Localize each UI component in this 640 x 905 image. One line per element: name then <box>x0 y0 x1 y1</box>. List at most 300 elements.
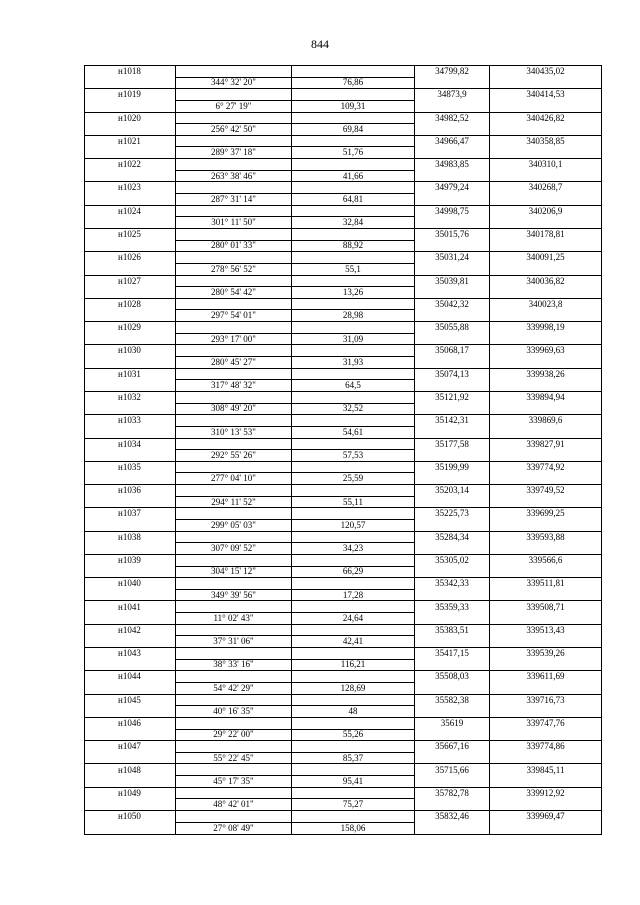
segment-row <box>85 752 602 764</box>
point-row <box>85 252 602 264</box>
empty-cell <box>85 333 176 345</box>
empty-cell <box>85 450 176 462</box>
y-coordinate: 339869,6 <box>490 415 602 427</box>
empty-cell <box>292 811 415 823</box>
empty-cell <box>490 822 602 834</box>
segment-length: 31,93 <box>292 357 415 369</box>
empty-cell <box>490 613 602 625</box>
segment-length: 48 <box>292 706 415 718</box>
empty-cell <box>176 485 292 497</box>
page-number: 844 <box>311 37 329 51</box>
empty-cell <box>490 776 602 788</box>
segment-length: 120,57 <box>292 519 415 531</box>
empty-cell <box>490 217 602 229</box>
point-name: н1045 <box>85 694 176 706</box>
point-name: н1039 <box>85 554 176 566</box>
point-row <box>85 508 602 520</box>
empty-cell <box>85 147 176 159</box>
y-coordinate: 339593,88 <box>490 531 602 543</box>
direction-angle: 289° 37' 18" <box>176 147 292 159</box>
empty-cell <box>415 310 490 322</box>
empty-cell <box>490 333 602 345</box>
empty-cell <box>490 240 602 252</box>
segment-length: 76,86 <box>292 77 415 89</box>
empty-cell <box>85 729 176 741</box>
empty-cell <box>85 124 176 136</box>
empty-cell <box>292 578 415 590</box>
point-name: н1031 <box>85 368 176 380</box>
point-row <box>85 694 602 706</box>
segment-row <box>85 450 602 462</box>
empty-cell <box>415 752 490 764</box>
point-name: н1024 <box>85 205 176 217</box>
segment-row <box>85 543 602 555</box>
empty-cell <box>415 287 490 299</box>
point-name: н1036 <box>85 485 176 497</box>
empty-cell <box>85 543 176 555</box>
segment-row <box>85 124 602 136</box>
segment-length: 54,61 <box>292 426 415 438</box>
empty-cell <box>415 217 490 229</box>
segment-length: 51,76 <box>292 147 415 159</box>
empty-cell <box>490 543 602 555</box>
y-coordinate: 340091,25 <box>490 252 602 264</box>
direction-angle: 344° 32' 20" <box>176 77 292 89</box>
segment-length: 28,98 <box>292 310 415 322</box>
empty-cell <box>490 659 602 671</box>
direction-angle: 40° 16' 35" <box>176 706 292 718</box>
point-row <box>85 298 602 310</box>
empty-cell <box>176 182 292 194</box>
coordinates-table-body <box>85 66 602 835</box>
y-coordinate: 340426,82 <box>490 112 602 124</box>
empty-cell <box>85 357 176 369</box>
empty-cell <box>85 799 176 811</box>
point-row <box>85 159 602 171</box>
empty-cell <box>490 566 602 578</box>
point-name: н1018 <box>85 66 176 78</box>
x-coordinate: 35383,51 <box>415 624 490 636</box>
segment-length: 32,84 <box>292 217 415 229</box>
empty-cell <box>176 764 292 776</box>
x-coordinate: 34966,47 <box>415 135 490 147</box>
point-name: н1026 <box>85 252 176 264</box>
segment-length: 95,41 <box>292 776 415 788</box>
point-row <box>85 578 602 590</box>
empty-cell <box>292 554 415 566</box>
direction-angle: 256° 42' 50" <box>176 124 292 136</box>
empty-cell <box>292 717 415 729</box>
empty-cell <box>85 566 176 578</box>
empty-cell <box>415 496 490 508</box>
y-coordinate: 339998,19 <box>490 322 602 334</box>
point-row <box>85 438 602 450</box>
point-row <box>85 66 602 78</box>
y-coordinate: 339912,92 <box>490 787 602 799</box>
segment-row <box>85 776 602 788</box>
empty-cell <box>292 601 415 613</box>
y-coordinate: 339539,26 <box>490 648 602 660</box>
empty-cell <box>176 508 292 520</box>
empty-cell <box>176 205 292 217</box>
point-name: н1050 <box>85 811 176 823</box>
empty-cell <box>85 752 176 764</box>
empty-cell <box>490 263 602 275</box>
empty-cell <box>415 263 490 275</box>
y-coordinate: 339699,25 <box>490 508 602 520</box>
direction-angle: 277° 04' 10" <box>176 473 292 485</box>
segment-length: 85,37 <box>292 752 415 764</box>
direction-angle: 293° 17' 00" <box>176 333 292 345</box>
x-coordinate: 35039,81 <box>415 275 490 287</box>
empty-cell <box>415 613 490 625</box>
direction-angle: 310° 13' 53" <box>176 426 292 438</box>
segment-row <box>85 519 602 531</box>
direction-angle: 27° 08' 49" <box>176 822 292 834</box>
empty-cell <box>292 368 415 380</box>
empty-cell <box>292 787 415 799</box>
segment-length: 69,84 <box>292 124 415 136</box>
empty-cell <box>85 287 176 299</box>
segment-length: 57,53 <box>292 450 415 462</box>
point-name: н1048 <box>85 764 176 776</box>
coordinates-table <box>84 65 602 835</box>
direction-angle: 297° 54' 01" <box>176 310 292 322</box>
point-row <box>85 135 602 147</box>
segment-row <box>85 380 602 392</box>
empty-cell <box>176 275 292 287</box>
y-coordinate: 340414,53 <box>490 89 602 101</box>
empty-cell <box>490 426 602 438</box>
empty-cell <box>292 159 415 171</box>
direction-angle: 287° 31' 14" <box>176 194 292 206</box>
segment-row <box>85 287 602 299</box>
point-row <box>85 182 602 194</box>
direction-angle: 349° 39' 56" <box>176 589 292 601</box>
empty-cell <box>176 671 292 683</box>
empty-cell <box>415 729 490 741</box>
direction-angle: 292° 55' 26" <box>176 450 292 462</box>
direction-angle: 45° 17' 35" <box>176 776 292 788</box>
empty-cell <box>415 682 490 694</box>
direction-angle: 48° 42' 01" <box>176 799 292 811</box>
empty-cell <box>176 89 292 101</box>
segment-row <box>85 496 602 508</box>
segment-row <box>85 194 602 206</box>
direction-angle: 38° 33' 16" <box>176 659 292 671</box>
point-row <box>85 112 602 124</box>
x-coordinate: 35042,32 <box>415 298 490 310</box>
point-name: н1021 <box>85 135 176 147</box>
empty-cell <box>85 706 176 718</box>
empty-cell <box>415 822 490 834</box>
direction-angle: 301° 11' 50" <box>176 217 292 229</box>
segment-row <box>85 566 602 578</box>
empty-cell <box>85 77 176 89</box>
y-coordinate: 340178,81 <box>490 228 602 240</box>
x-coordinate: 35417,15 <box>415 648 490 660</box>
point-name: н1040 <box>85 578 176 590</box>
empty-cell <box>176 787 292 799</box>
x-coordinate: 35619 <box>415 717 490 729</box>
y-coordinate: 339566,6 <box>490 554 602 566</box>
segment-row <box>85 729 602 741</box>
x-coordinate: 34998,75 <box>415 205 490 217</box>
point-name: н1034 <box>85 438 176 450</box>
empty-cell <box>85 100 176 112</box>
segment-row <box>85 357 602 369</box>
empty-cell <box>292 298 415 310</box>
empty-cell <box>415 473 490 485</box>
direction-angle: 6° 27' 19" <box>176 100 292 112</box>
empty-cell <box>490 636 602 648</box>
empty-cell <box>85 822 176 834</box>
empty-cell <box>176 624 292 636</box>
empty-cell <box>176 601 292 613</box>
x-coordinate: 35359,33 <box>415 601 490 613</box>
segment-row <box>85 147 602 159</box>
empty-cell <box>292 135 415 147</box>
empty-cell <box>490 380 602 392</box>
empty-cell <box>292 461 415 473</box>
empty-cell <box>490 147 602 159</box>
empty-cell <box>85 403 176 415</box>
y-coordinate: 340206,9 <box>490 205 602 217</box>
empty-cell <box>490 752 602 764</box>
empty-cell <box>176 531 292 543</box>
empty-cell <box>415 450 490 462</box>
empty-cell <box>292 391 415 403</box>
x-coordinate: 35305,02 <box>415 554 490 566</box>
empty-cell <box>415 170 490 182</box>
empty-cell <box>176 578 292 590</box>
segment-row <box>85 473 602 485</box>
direction-angle: 278° 56' 52" <box>176 263 292 275</box>
direction-angle: 280° 45' 27" <box>176 357 292 369</box>
empty-cell <box>176 322 292 334</box>
empty-cell <box>292 112 415 124</box>
segment-length: 31,09 <box>292 333 415 345</box>
point-name: н1043 <box>85 648 176 660</box>
point-name: н1020 <box>85 112 176 124</box>
y-coordinate: 339969,63 <box>490 345 602 357</box>
empty-cell <box>490 403 602 415</box>
segment-length: 128,69 <box>292 682 415 694</box>
segment-row <box>85 636 602 648</box>
empty-cell <box>85 194 176 206</box>
x-coordinate: 35225,73 <box>415 508 490 520</box>
direction-angle: 304° 15' 12" <box>176 566 292 578</box>
empty-cell <box>85 263 176 275</box>
point-row <box>85 461 602 473</box>
x-coordinate: 34979,24 <box>415 182 490 194</box>
empty-cell <box>490 194 602 206</box>
empty-cell <box>415 799 490 811</box>
empty-cell <box>415 403 490 415</box>
direction-angle: 317° 48' 32" <box>176 380 292 392</box>
y-coordinate: 339938,26 <box>490 368 602 380</box>
point-row <box>85 554 602 566</box>
empty-cell <box>415 124 490 136</box>
direction-angle: 54° 42' 29" <box>176 682 292 694</box>
point-row <box>85 624 602 636</box>
x-coordinate: 35782,78 <box>415 787 490 799</box>
segment-length: 116,21 <box>292 659 415 671</box>
segment-row <box>85 333 602 345</box>
empty-cell <box>415 566 490 578</box>
segment-row <box>85 659 602 671</box>
point-name: н1046 <box>85 717 176 729</box>
empty-cell <box>176 159 292 171</box>
segment-row <box>85 77 602 89</box>
empty-cell <box>415 77 490 89</box>
y-coordinate: 340310,1 <box>490 159 602 171</box>
segment-row <box>85 240 602 252</box>
segment-length: 32,52 <box>292 403 415 415</box>
empty-cell <box>490 310 602 322</box>
x-coordinate: 35031,24 <box>415 252 490 264</box>
empty-cell <box>292 624 415 636</box>
empty-cell <box>292 531 415 543</box>
empty-cell <box>292 648 415 660</box>
point-name: н1023 <box>85 182 176 194</box>
empty-cell <box>85 426 176 438</box>
empty-cell <box>490 799 602 811</box>
empty-cell <box>490 170 602 182</box>
empty-cell <box>292 228 415 240</box>
empty-cell <box>292 322 415 334</box>
x-coordinate: 35667,16 <box>415 741 490 753</box>
direction-angle: 11° 02' 43" <box>176 613 292 625</box>
empty-cell <box>490 519 602 531</box>
point-name: н1033 <box>85 415 176 427</box>
empty-cell <box>415 659 490 671</box>
y-coordinate: 339969,47 <box>490 811 602 823</box>
empty-cell <box>292 694 415 706</box>
direction-angle: 280° 01' 33" <box>176 240 292 252</box>
x-coordinate: 35199,99 <box>415 461 490 473</box>
empty-cell <box>490 287 602 299</box>
x-coordinate: 35074,13 <box>415 368 490 380</box>
x-coordinate: 35203,14 <box>415 485 490 497</box>
direction-angle: 55° 22' 45" <box>176 752 292 764</box>
empty-cell <box>292 66 415 78</box>
empty-cell <box>292 764 415 776</box>
segment-length: 158,06 <box>292 822 415 834</box>
empty-cell <box>292 741 415 753</box>
x-coordinate: 35055,88 <box>415 322 490 334</box>
empty-cell <box>490 77 602 89</box>
empty-cell <box>176 345 292 357</box>
empty-cell <box>85 613 176 625</box>
direction-angle: 307° 09' 52" <box>176 543 292 555</box>
segment-row <box>85 263 602 275</box>
segment-row <box>85 217 602 229</box>
empty-cell <box>85 496 176 508</box>
x-coordinate: 35832,46 <box>415 811 490 823</box>
direction-angle: 299° 05' 03" <box>176 519 292 531</box>
segment-length: 66,29 <box>292 566 415 578</box>
empty-cell <box>415 357 490 369</box>
empty-cell <box>292 671 415 683</box>
empty-cell <box>176 694 292 706</box>
x-coordinate: 34983,85 <box>415 159 490 171</box>
empty-cell <box>415 380 490 392</box>
empty-cell <box>415 543 490 555</box>
empty-cell <box>176 717 292 729</box>
empty-cell <box>292 508 415 520</box>
empty-cell <box>85 682 176 694</box>
point-row <box>85 648 602 660</box>
y-coordinate: 339827,91 <box>490 438 602 450</box>
segment-row <box>85 682 602 694</box>
empty-cell <box>415 589 490 601</box>
empty-cell <box>176 112 292 124</box>
segment-length: 64,5 <box>292 380 415 392</box>
y-coordinate: 339845,11 <box>490 764 602 776</box>
x-coordinate: 34799,82 <box>415 66 490 78</box>
empty-cell <box>490 473 602 485</box>
direction-angle: 37° 31' 06" <box>176 636 292 648</box>
empty-cell <box>415 706 490 718</box>
x-coordinate: 34982,52 <box>415 112 490 124</box>
segment-length: 24,64 <box>292 613 415 625</box>
y-coordinate: 339894,94 <box>490 391 602 403</box>
empty-cell <box>292 275 415 287</box>
empty-cell <box>176 135 292 147</box>
point-name: н1027 <box>85 275 176 287</box>
empty-cell <box>176 368 292 380</box>
point-row <box>85 764 602 776</box>
point-name: н1019 <box>85 89 176 101</box>
point-row <box>85 205 602 217</box>
x-coordinate: 35015,76 <box>415 228 490 240</box>
point-row <box>85 601 602 613</box>
y-coordinate: 339716,73 <box>490 694 602 706</box>
empty-cell <box>415 426 490 438</box>
empty-cell <box>490 357 602 369</box>
empty-cell <box>415 333 490 345</box>
point-name: н1029 <box>85 322 176 334</box>
direction-angle: 294° 11' 52" <box>176 496 292 508</box>
empty-cell <box>490 729 602 741</box>
point-name: н1022 <box>85 159 176 171</box>
y-coordinate: 340435,02 <box>490 66 602 78</box>
segment-length: 64,81 <box>292 194 415 206</box>
segment-length: 75,27 <box>292 799 415 811</box>
point-row <box>85 228 602 240</box>
segment-row <box>85 706 602 718</box>
point-name: н1042 <box>85 624 176 636</box>
empty-cell <box>490 450 602 462</box>
point-row <box>85 717 602 729</box>
segment-row <box>85 403 602 415</box>
point-row <box>85 485 602 497</box>
x-coordinate: 35715,66 <box>415 764 490 776</box>
x-coordinate: 35121,92 <box>415 391 490 403</box>
y-coordinate: 339747,76 <box>490 717 602 729</box>
segment-length: 55,11 <box>292 496 415 508</box>
empty-cell <box>292 415 415 427</box>
empty-cell <box>292 252 415 264</box>
segment-row <box>85 100 602 112</box>
point-row <box>85 415 602 427</box>
empty-cell <box>490 682 602 694</box>
segment-length: 42,41 <box>292 636 415 648</box>
segment-length: 88,92 <box>292 240 415 252</box>
point-row <box>85 531 602 543</box>
segment-length: 41,66 <box>292 170 415 182</box>
